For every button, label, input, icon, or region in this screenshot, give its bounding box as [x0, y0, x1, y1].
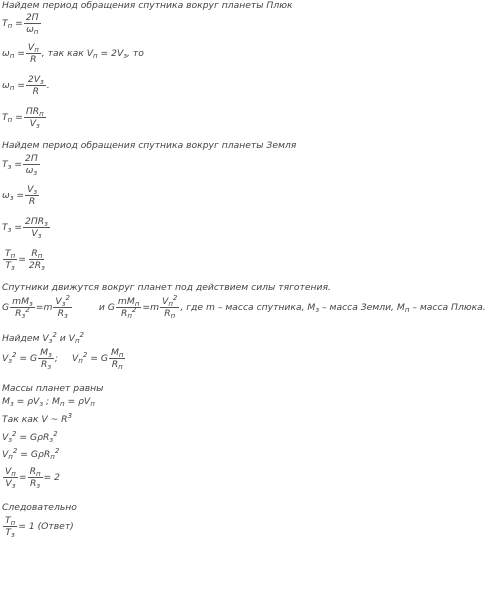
formula-period-ratio: $\frac{T_п}{T_з}$ = $\frac{R_п}{2R_з}$ — [5, 248, 45, 272]
formula-velocity-squares: $V_з^2 = G$ $\frac{M_з}{R_з}$ ; $V_п^2 = G$ $\frac{M_п}{R_п}$ — [2, 347, 124, 371]
formula-tz-result: $T_з$ = $\frac{2ПR_з}{V_з}$ — [2, 216, 48, 240]
formula-wz-velocity: $\omega_з$ = $\frac{V_з}{R}$ — [2, 184, 38, 207]
formula-vz-square: $V_з^2 = G\rho R_з^2$ — [2, 430, 58, 444]
formula-wn-velocity: $\omega_п$ = $\frac{V_п}{R}$ , так как $V_п = 2V_з$, то — [2, 42, 144, 65]
text-find-squares: Найдем $V_з^2$ и $V_п^2$ — [2, 331, 85, 345]
formula-answer: $\frac{T_п}{T_з}$ = 1 (Ответ) — [5, 515, 74, 539]
formula-masses: $M_з = \rho V_з$ ; $M_п = \rho V_п$ — [2, 396, 95, 408]
formula-vn-square: $V_п^2 = G\rho R_п^2$ — [2, 447, 60, 461]
formula-tn-result: $T_п$ = $\frac{ПR_п}{V_з}$ — [2, 106, 44, 130]
text-planet-masses: Массы планет равны — [2, 383, 104, 394]
text-volume-relation: Так как V ~ $R^3$ — [2, 412, 73, 425]
heading-earth-period: Найдем период обращения спутника вокруг планеты Земля — [2, 140, 297, 151]
formula-gravity-balance: G $\frac{mM_з}{R_з^2}$ =m $\frac{V_з^2}{R_з}$ и G $\frac{mM_п}{R_п^2}$ =m $\frac{V_п^2}{R_п}$ , где m – масса спутника, $M_з$ – масса Земли, $M_п$ – масса Плюка. — [2, 294, 486, 320]
text-therefore: Следовательно — [2, 502, 77, 513]
formula-wn-substituted: $\omega_п$ = $\frac{2V_з}{R}$ . — [2, 74, 50, 97]
formula-velocity-ratio: $\frac{V_п}{V_з}$ = $\frac{R_п}{R_з}$ = 2 — [5, 466, 61, 490]
heading-pluk-period: Найдем период обращения спутника вокруг планеты Плюк — [2, 0, 293, 11]
formula-tn-period: $T_п$ = $\frac{2П}{\omega_п}$ — [2, 12, 39, 36]
text-gravity-statement: Спутники движутся вокруг планет под действием силы тяготения. — [2, 282, 331, 293]
formula-tz-period: $T_з$ = $\frac{2П}{\omega_з}$ — [2, 153, 38, 177]
